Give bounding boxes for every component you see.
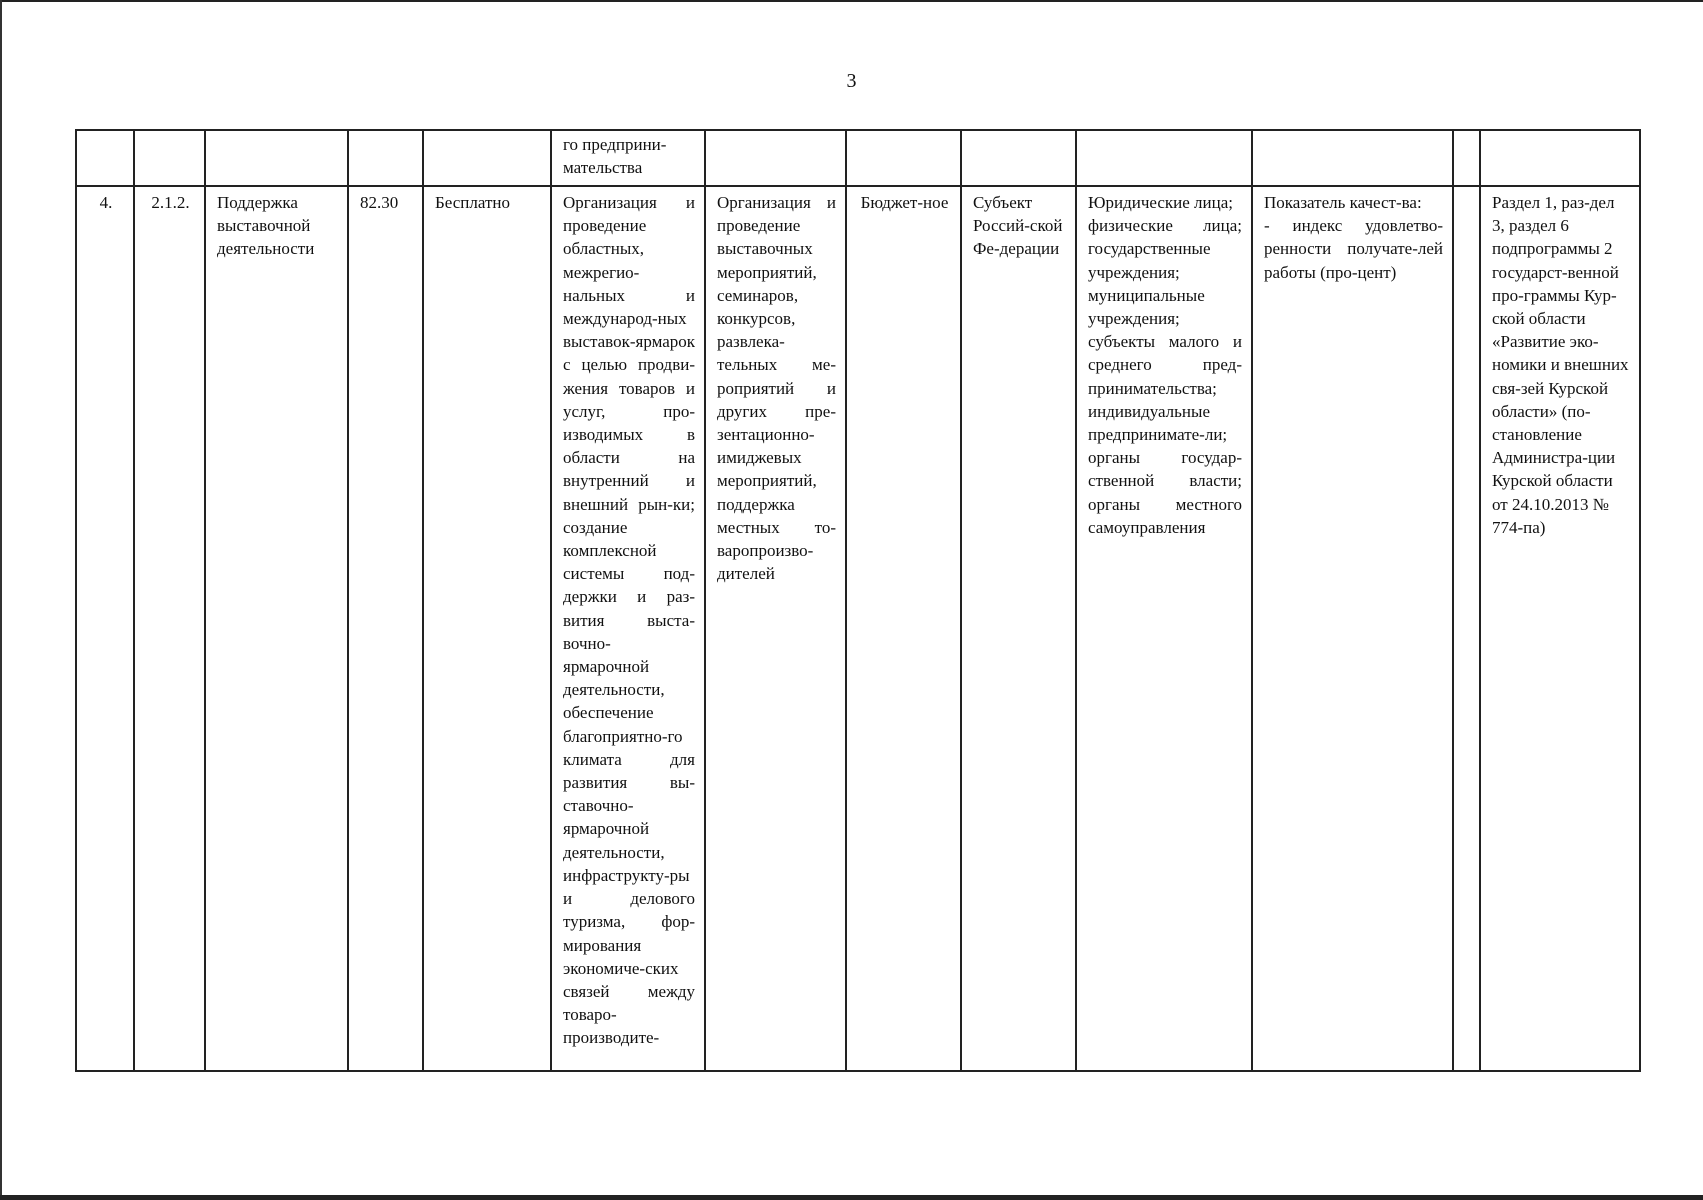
cell-num-empty (76, 130, 134, 186)
cell-content: Организация и проведение областных, межрегио-нальных и международ-ных выставок-ярмарок с целью продви-жения товаров и услуг, про-изводимых в области на внутренний и внешний рын-ки; создание комплексной системы под-держки и раз-вития выста-вочно-ярмарочной деятельности, обеспечение благоприятно-го климата для развития вы-ставочно-ярмарочной деятельности, инфраструкту-ры и делового туризма, фор-мирования экономиче-ских связей между товаро-производите- (551, 186, 705, 1071)
cell-okved: 82.30 (348, 186, 423, 1071)
cell-indicators-empty (1252, 130, 1453, 186)
cell-founder: Субъект Россий-ской Фе-дерации (961, 186, 1076, 1071)
page-number: 3 (846, 70, 857, 92)
cell-form: Организация и проведение выставочных мероприятий, семинаров, конкурсов, развлека-тельных ме-роприятий и других пре-зентационно-имиджевых мероприятий, поддержка местных то-варопроизво-дителей (705, 186, 846, 1071)
cell-indicators: Показатель качест-ва: - индекс удовлетво-ренности получате-лей работы (про-цент) (1252, 186, 1453, 1071)
cell-consumers-empty (1076, 130, 1252, 186)
scan-border-left (0, 0, 2, 1200)
services-register-table (75, 129, 1641, 1072)
cell-type-empty (846, 130, 961, 186)
cell-service-name: Поддержка выставочной деятельности (205, 186, 348, 1071)
cell-name-empty (205, 130, 348, 186)
cell-code-empty (134, 130, 205, 186)
cell-founder-empty (961, 130, 1076, 186)
scan-border-top (0, 0, 1703, 2)
cell-consumers: Юридические лица; физические лица; государственные учреждения; муниципальные учреждения; субъекты малого и среднего пред-принимательства; индивидуальные предпринимате-ли; органы государ-ственной власти; органы местного самоуправления (1076, 186, 1252, 1071)
cell-content-continuation: го предприни- мательства (551, 130, 705, 186)
cell-narrow (1453, 186, 1480, 1071)
cell-institution-type: Бюджет-ное (846, 186, 961, 1071)
cell-payment-empty (423, 130, 551, 186)
cell-okved-empty (348, 130, 423, 186)
cell-code: 2.1.2. (134, 186, 205, 1071)
service-row (76, 186, 1640, 1071)
cell-payment: Бесплатно (423, 186, 551, 1071)
cell-form-empty (705, 130, 846, 186)
cell-basis-empty (1480, 130, 1640, 186)
cell-legal-basis: Раздел 1, раз-дел 3, раздел 6 подпрограммы 2 государст-венной про-граммы Кур-ской области «Развитие эко-номики и внешних свя-зей Курской области» (по-становление Администра-ции Курской области от 24.10.2013 № 774-па) (1480, 186, 1640, 1071)
scan-border-bottom (0, 1195, 1703, 1200)
cell-narrow-empty (1453, 130, 1480, 186)
continuation-row (76, 130, 1640, 186)
cell-row-number: 4. (76, 186, 134, 1071)
